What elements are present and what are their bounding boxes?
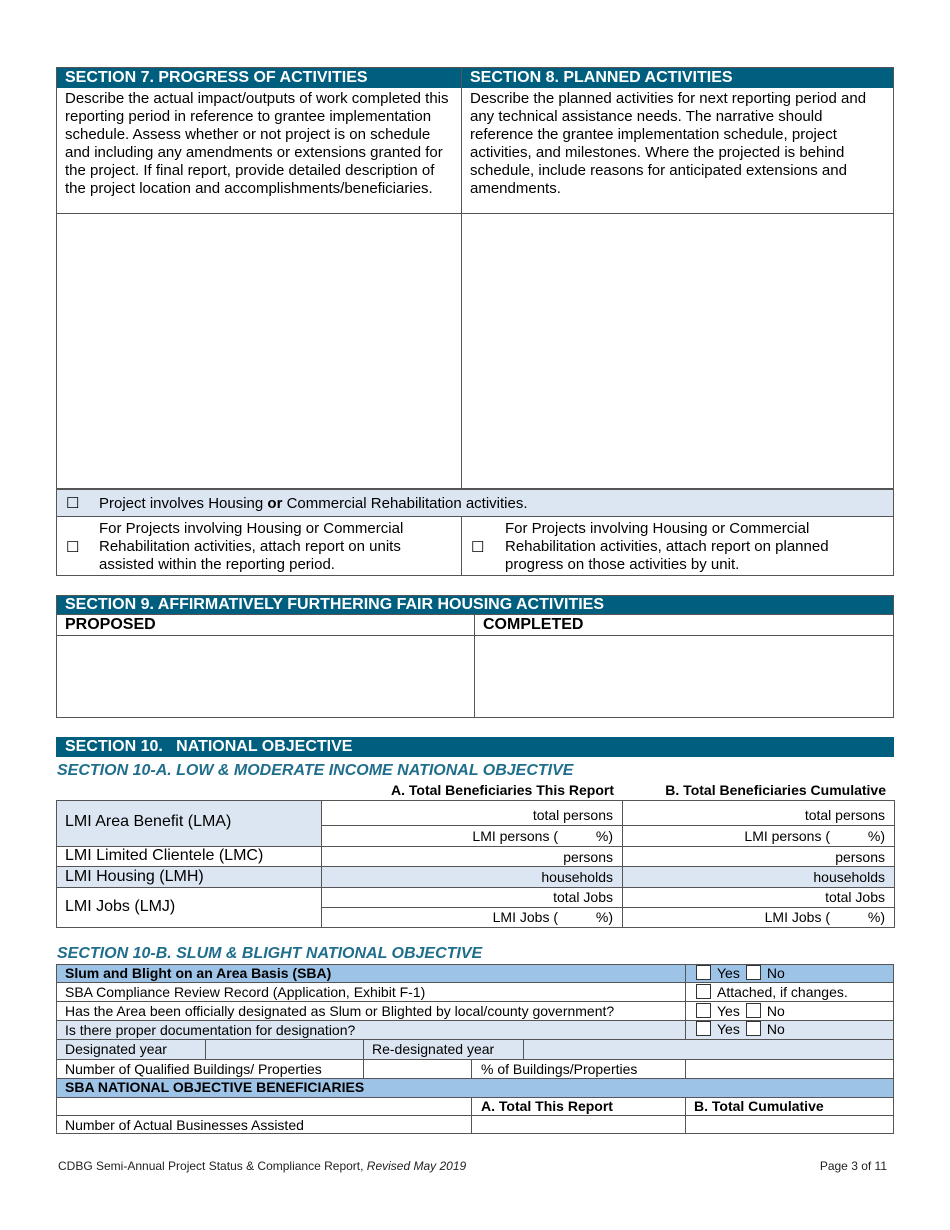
section-7-header <box>57 68 461 88</box>
pct-buildings-input[interactable] <box>686 1060 893 1078</box>
businesses-this-report-input[interactable] <box>472 1116 685 1134</box>
designated-question: Has the Area been officially designated as Slum or Blighted by local/county government? <box>65 1003 615 1019</box>
section-10-header: SECTION 10. NATIONAL OBJECTIVE <box>56 737 894 757</box>
lmj-label: LMI Jobs (LMJ) <box>65 898 176 915</box>
businesses-assisted-label: Number of Actual Businesses Assisted <box>65 1117 304 1133</box>
section-8-header <box>462 68 893 88</box>
housing-involvement-label: Project involves Housing or Commercial Rehabilitation activities. <box>99 495 528 512</box>
pct-buildings-label: % of Buildings/Properties <box>481 1061 638 1077</box>
lma-total-persons-a[interactable]: total persons <box>532 807 613 823</box>
section-10a-title: SECTION 10-A. LOW & MODERATE INCOME NATIONAL OBJECTIVE <box>57 762 574 779</box>
sba-beneficiaries-title: SBA NATIONAL OBJECTIVE BENEFICIARIES <box>65 1079 365 1095</box>
section-7-description: Describe the actual impact/outputs of work completed this reporting period in reference to grantee implementation schedule. Assess whether or not project is on schedule and including any amendments or extensions granted for the project. If final report, provide detailed description of the project location and accomplishments/beneficiaries. <box>65 90 449 197</box>
num-buildings-label: Number of Qualified Buildings/ Properties <box>65 1061 322 1077</box>
designated-year-input[interactable] <box>206 1040 363 1059</box>
lmj-total-jobs-a[interactable]: total Jobs <box>553 889 613 905</box>
num-buildings-input[interactable] <box>364 1060 471 1078</box>
documentation-yes-no: Yes No <box>696 1021 785 1037</box>
lmc-persons-b[interactable]: persons <box>835 849 885 865</box>
total-cumulative-header: B. Total Cumulative <box>694 1098 824 1114</box>
section-10b-title: SECTION 10-B. SLUM & BLIGHT NATIONAL OBJECTIVE <box>57 945 483 962</box>
proposed-response-area[interactable] <box>57 636 474 717</box>
housing-report-units-checkbox[interactable]: ☐ <box>66 539 80 556</box>
lmc-persons-a[interactable]: persons <box>563 849 613 865</box>
col-a-header: A. Total Beneficiaries This Report <box>390 782 614 798</box>
housing-involvement-checkbox[interactable]: ☐ <box>66 495 80 512</box>
lmh-households-a[interactable]: households <box>541 869 613 885</box>
documentation-question: Is there proper documentation for designation? <box>65 1022 356 1038</box>
lmj-total-jobs-b[interactable]: total Jobs <box>825 889 885 905</box>
lma-label: LMI Area Benefit (LMA) <box>65 813 232 830</box>
sba-title: Slum and Blight on an Area Basis (SBA) <box>65 965 332 981</box>
proposed-heading: PROPOSED <box>65 616 156 633</box>
sba-yes-no: Yes No <box>696 965 785 981</box>
designated-no-checkbox[interactable] <box>746 1003 761 1018</box>
attached-option: Attached, if changes. <box>696 984 848 1000</box>
sba-no-checkbox[interactable] <box>746 965 761 980</box>
col-b-header: B. Total Beneficiaries Cumulative <box>665 782 886 798</box>
section-8-title: SECTION 8. PLANNED ACTIVITIES <box>470 69 733 86</box>
lmc-label: LMI Limited Clientele (LMC) <box>65 847 264 864</box>
redesignated-year-label: Re-designated year <box>372 1041 495 1057</box>
sba-yes-checkbox[interactable] <box>696 965 711 980</box>
completed-heading: COMPLETED <box>483 616 584 633</box>
documentation-no-checkbox[interactable] <box>746 1021 761 1036</box>
designated-yes-checkbox[interactable] <box>696 1003 711 1018</box>
housing-report-units-note: For Projects involving Housing or Commercial Rehabilitation activities, attach report on units assisted within the reporting period. <box>99 520 404 573</box>
designated-year-label: Designated year <box>65 1041 167 1057</box>
section-8-description: Describe the planned activities for next reporting period and any technical assistance needs. The narrative should reference the grantee implementation schedule, project activities, and milestones. Where the projected is behind schedule, include reasons for anticipated extensions and amendments. <box>470 90 867 197</box>
section-9-header: SECTION 9. AFFIRMATIVELY FURTHERING FAIR HOUSING ACTIVITIES <box>57 596 893 614</box>
section-7-title: SECTION 7. PROGRESS OF ACTIVITIES <box>65 69 368 86</box>
housing-report-planned-note: For Projects involving Housing or Commercial Rehabilitation activities, attach report on planned progress on those activities by unit. <box>505 520 829 573</box>
completed-response-area[interactable] <box>475 636 893 717</box>
documentation-yes-checkbox[interactable] <box>696 1021 711 1036</box>
lma-total-persons-b[interactable]: total persons <box>804 807 885 823</box>
housing-report-planned-checkbox[interactable]: ☐ <box>471 539 485 556</box>
attached-checkbox[interactable] <box>696 984 711 999</box>
footer-left: CDBG Semi-Annual Project Status & Compliance Report, Revised May 2019 <box>58 1159 467 1173</box>
lmh-label: LMI Housing (LMH) <box>65 868 204 885</box>
compliance-review-label: SBA Compliance Review Record (Application, Exhibit F-1) <box>65 984 426 1000</box>
designated-yes-no: Yes No <box>696 1003 785 1019</box>
section-7-response-area[interactable] <box>57 214 460 488</box>
lmh-households-b[interactable]: households <box>813 869 885 885</box>
section-8-response-area[interactable] <box>462 214 893 488</box>
total-this-report-header: A. Total This Report <box>481 1098 613 1114</box>
businesses-cumulative-input[interactable] <box>686 1116 893 1134</box>
redesignated-year-input[interactable] <box>524 1040 893 1059</box>
page-number: Page 3 of 11 <box>819 1159 887 1173</box>
